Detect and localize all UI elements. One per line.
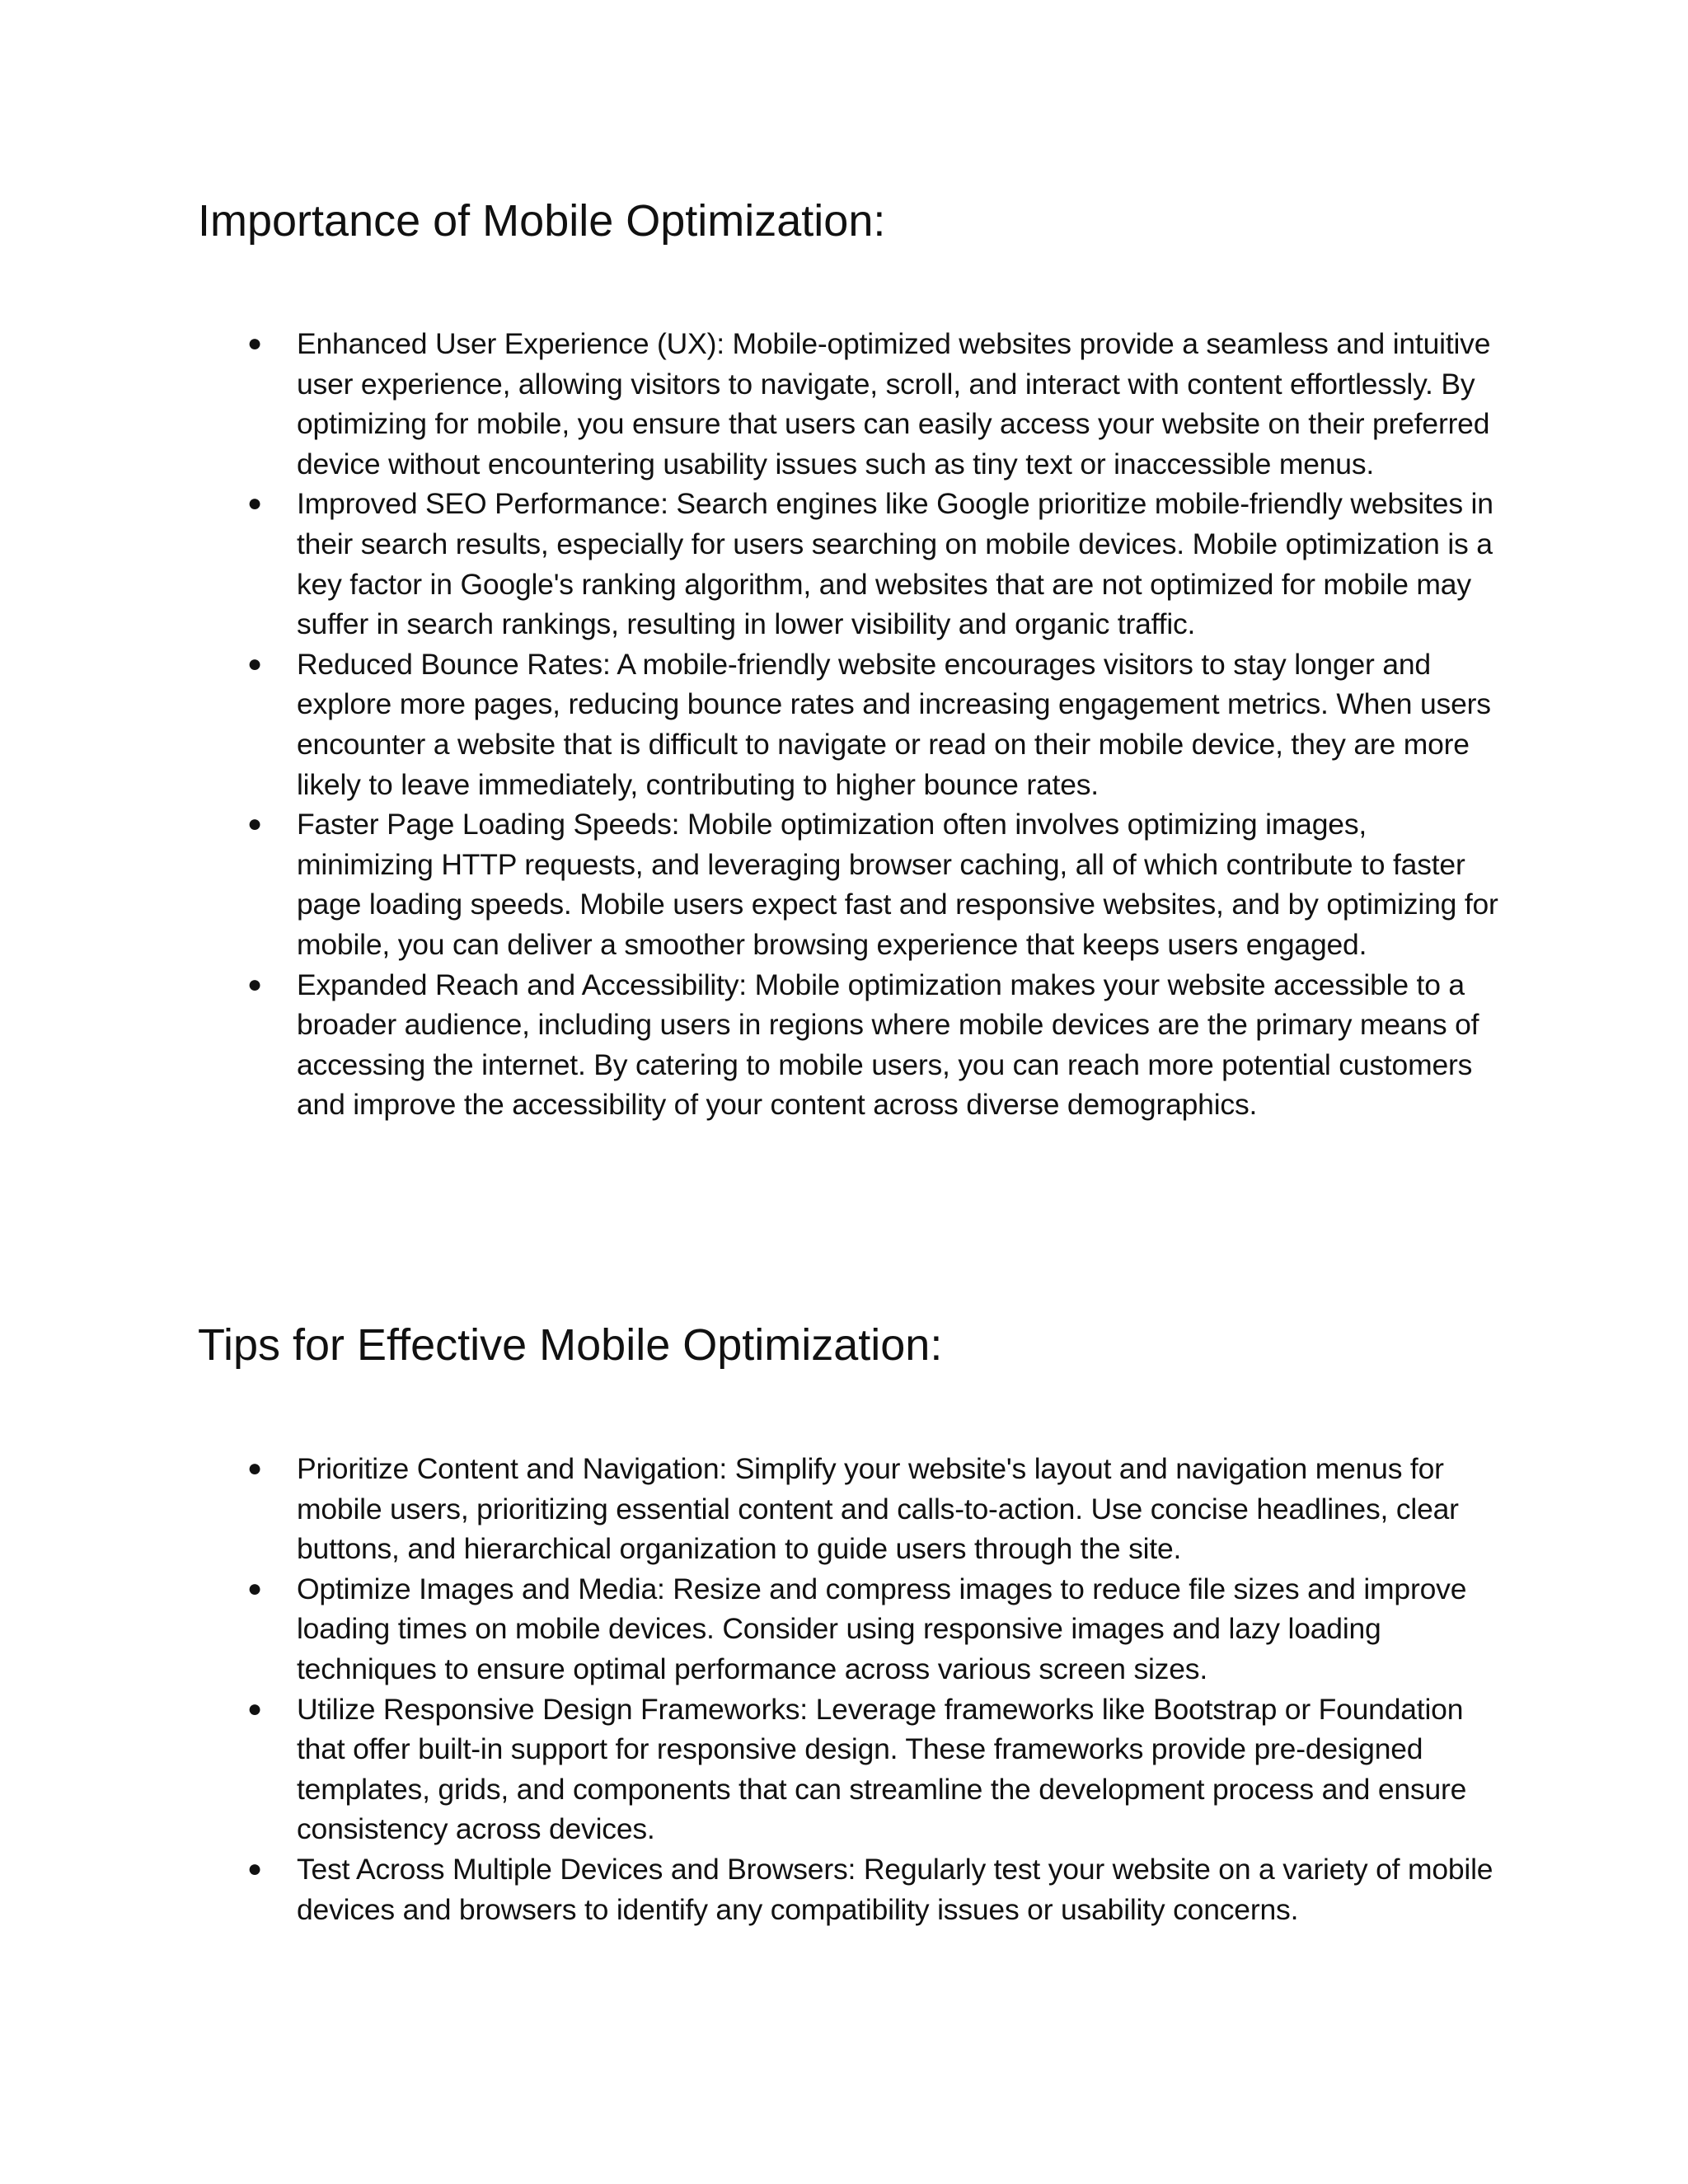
- list-item: [247, 484, 1500, 644]
- list-item-text: Faster Page Loading Speeds: Mobile optimization often involves optimizing images, minimizing HTTP requests, and leveraging browser caching, all of which contribute to faster page loading speeds. Mobile users expect fast and responsive websites, and by optimizing for mobile, you can deliver a smoother browsing experience that keeps users engaged.: [297, 808, 1498, 961]
- list-item: [247, 1690, 1500, 1849]
- section-tips: [198, 1319, 1517, 1371]
- tips-list: [247, 1449, 1500, 1929]
- list-item-text: Test Across Multiple Devices and Browsers: Regularly test your website on a variety of mobile devices and browsers to identify any compatibility issues or usability concerns.: [297, 1852, 1493, 1926]
- list-item-text: Expanded Reach and Accessibility: Mobile optimization makes your website accessible to a broader audience, including users in regions where mobile devices are the primary means of accessing the internet. By catering to mobile users, you can reach more potential customers and improve the accessibility of your content across diverse demographics.: [297, 968, 1479, 1122]
- list-item-text: Reduced Bounce Rates: A mobile-friendly website encourages visitors to stay longer and explore more pages, reducing bounce rates and increasing engagement metrics. When users encounter a website that is difficult to navigate or read on their mobile device, they are more likely to leave immediately, contributing to higher bounce rates.: [297, 647, 1491, 801]
- section-heading: Tips for Effective Mobile Optimization:: [198, 1320, 943, 1370]
- list-item: [247, 1849, 1500, 1929]
- list-item-text: Utilize Responsive Design Frameworks: Leverage frameworks like Bootstrap or Foundation that offer built-in support for responsive design. These frameworks provide pre-designed templates, grids, and components that can streamline the development process and ensure consistency across devices.: [297, 1692, 1467, 1846]
- list-item: [247, 644, 1500, 804]
- bullet-icon: ●: [247, 970, 262, 998]
- bullet-icon: ●: [247, 1455, 262, 1482]
- bullet-icon: ●: [247, 330, 262, 357]
- list-item: [247, 324, 1500, 484]
- bullet-icon: ●: [247, 1854, 262, 1882]
- list-item: [247, 804, 1500, 964]
- section-importance: [198, 194, 1517, 247]
- list-item-text: Optimize Images and Media: Resize and compress images to reduce file sizes and improve loading times on mobile devices. Consider using responsive images and lazy loading techniques to ensure optimal performance across various screen sizes.: [297, 1572, 1467, 1685]
- list-item-text: Enhanced User Experience (UX): Mobile-optimized websites provide a seamless and intuitive user experience, allowing visitors to navigate, scroll, and interact with content effortlessly. By optimizing for mobile, you ensure that users can easily access your website on their preferred device without encountering usability issues such as tiny text or inaccessible menus.: [297, 327, 1491, 480]
- section-heading: Importance of Mobile Optimization:: [198, 196, 886, 246]
- bullet-icon: ●: [247, 1694, 262, 1722]
- bullet-icon: ●: [247, 490, 262, 518]
- list-item: [247, 1569, 1500, 1690]
- bullet-icon: ●: [247, 810, 262, 838]
- list-item: [247, 1449, 1500, 1569]
- list-item-text: Prioritize Content and Navigation: Simplify your website's layout and navigation menus for mobile users, prioritizing essential content and calls-to-action. Use concise headlines, clear buttons, and hierarchical organization to guide users through the site.: [297, 1452, 1459, 1566]
- bullet-icon: ●: [247, 649, 262, 677]
- bullet-icon: ●: [247, 1574, 262, 1602]
- list-item: [247, 965, 1500, 1125]
- importance-list: [247, 324, 1500, 1125]
- list-item-text: Improved SEO Performance: Search engines like Google prioritize mobile-friendly websites in their search results, especially for users searching on mobile devices. Mobile optimization is a key factor in Google's ranking algorithm, and websites that are not optimized for mobile may suffer in search rankings, resulting in lower visibility and organic traffic.: [297, 487, 1493, 641]
